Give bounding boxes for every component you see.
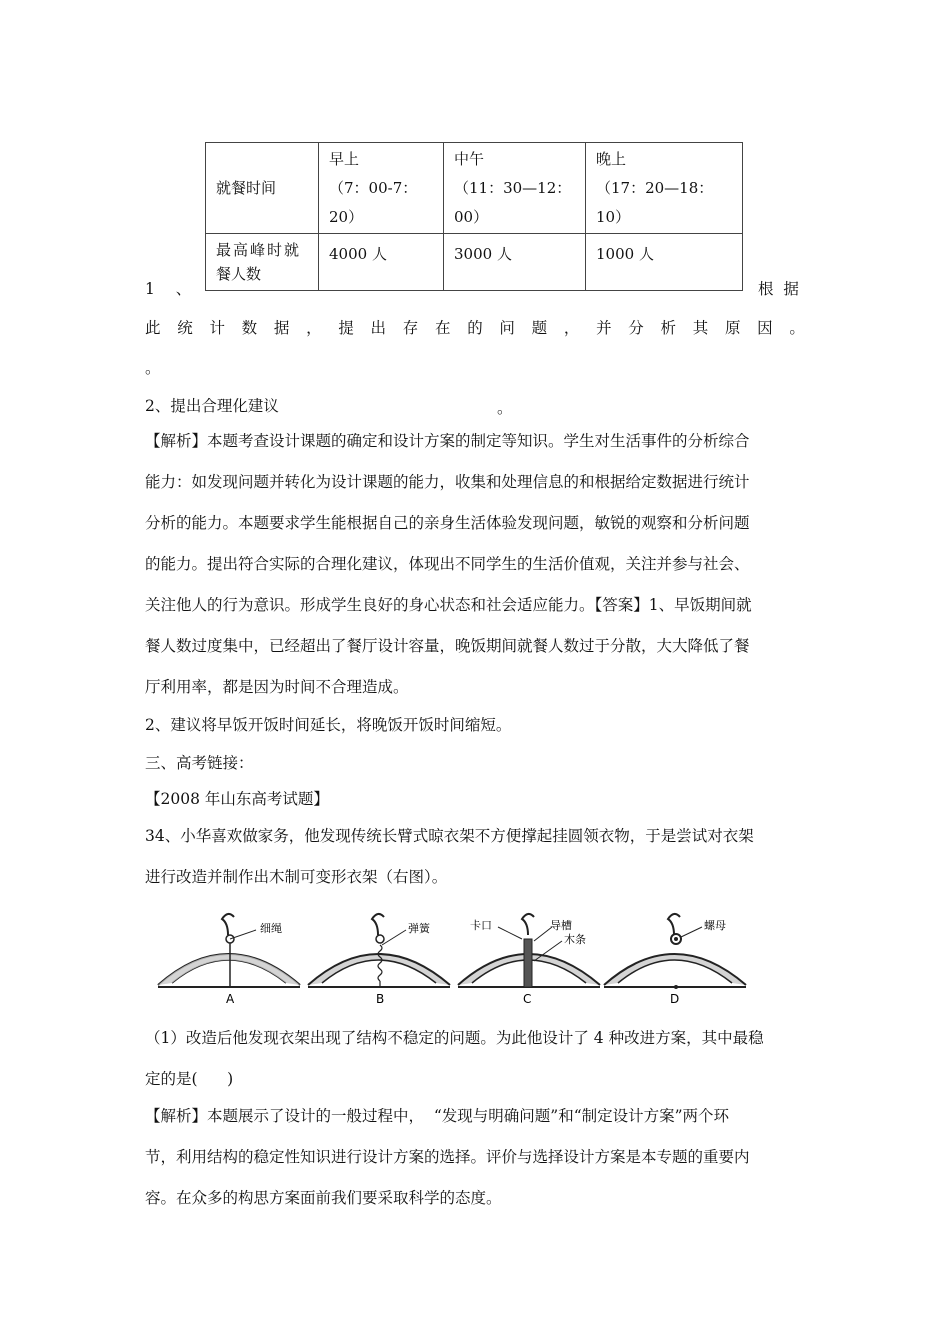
sub1-line: 定的是( ) — [145, 1070, 234, 1088]
q1-line2 — [145, 318, 805, 338]
label-a: A — [226, 992, 235, 1005]
hanger-c — [458, 914, 600, 1005]
hanger-a — [158, 914, 300, 1005]
q1-line2-char: 。 — [789, 319, 805, 337]
analysis2-line: 节，利用结构的稳定性知识进行设计方案的选择。评价与选择设计方案是本专题的重要内 — [145, 1148, 750, 1166]
analysis1-line: 关注他人的行为意识。形成学生良好的身心状态和社会适应能力。【答案】1、早饭期间就 — [145, 596, 752, 614]
annotation-nut: 螺母 — [704, 919, 726, 932]
table-cell-noon: 中午 （11：30—12： 00） — [444, 143, 586, 234]
q1-line2-char: 计 — [209, 319, 225, 337]
table-header-label: 就餐时间 — [206, 143, 319, 234]
label-c: C — [523, 992, 532, 1005]
q34-line: 进行改造并制作出木制可变形衣架（右图）。 — [145, 868, 448, 886]
q1-line2-char: 存 — [402, 319, 419, 337]
analysis1-line: 分析的能力。本题要求学生能根据自己的亲身生活体验发现问题，敏锐的观察和分析问题 — [145, 514, 750, 532]
q1-prefix: 1 、 — [145, 280, 192, 298]
q1-line2-char: 题 — [531, 319, 548, 337]
q1-line2-char: 并 — [596, 319, 612, 337]
q1-line2-char: 原 — [724, 319, 741, 337]
analysis2-line: 容。在众多的构思方案面前我们要采取科学的态度。 — [145, 1189, 502, 1207]
q1-line2-char: 提 — [338, 319, 354, 337]
q1-line2-char: 分 — [628, 319, 644, 337]
q1-line2-char: 的 — [467, 319, 483, 337]
q1-line2-char: 其 — [692, 319, 709, 337]
q1-line2-char: 问 — [499, 319, 515, 337]
annotation-groove: 导槽 — [550, 919, 572, 932]
q34-line: 34、小华喜欢做家务，他发现传统长臂式晾衣架不方便撑起挂圆领衣物，于是尝试对衣架 — [145, 827, 754, 845]
annotation-spring: 弹簧 — [408, 922, 430, 935]
q1-line2-char: 此 — [145, 319, 161, 337]
label-b: B — [376, 992, 385, 1005]
table-row2-label: 最高峰时就 餐人数 — [206, 234, 319, 291]
analysis1-line: 【解析】本题考查设计课题的确定和设计方案的制定等知识。学生对生活事件的分析综合 — [145, 432, 750, 450]
table-count-morning: 4000 人 — [319, 234, 444, 291]
hanger-figure — [150, 905, 750, 1005]
analysis1-line: 的能力。提出符合实际的合理化建议，体现出不同学生的生活价值观，关注并参与社会、 — [145, 555, 750, 573]
q1-line3: 。 — [145, 359, 161, 377]
q1-suffix: 根 据 — [758, 280, 799, 298]
label-d: D — [670, 992, 680, 1005]
q1-line2-char: ， — [306, 319, 322, 337]
answer2: 2、建议将早饭开饭时间延长，将晚饭开饭时间缩短。 — [145, 716, 512, 734]
q2-text: 2、提出合理化建议 — [145, 397, 279, 415]
table-count-noon: 3000 人 — [444, 234, 586, 291]
analysis1-line: 餐人数过度集中，已经超出了餐厅设计容量，晚饭期间就餐人数过于分散，大大降低了餐 — [145, 637, 750, 655]
table-count-evening: 1000 人 — [586, 234, 743, 291]
annotation-stick: 木条 — [564, 933, 586, 946]
q1-line2-char: 在 — [434, 319, 451, 337]
q1-line2-char: 因 — [757, 319, 773, 337]
annotation-clip: 卡口 — [470, 919, 492, 932]
table-cell-evening: 晚上 （17：20—18： 10） — [586, 143, 743, 234]
hanger-b — [308, 914, 450, 1005]
annotation-rope: 细绳 — [260, 922, 282, 935]
q1-line2-char: 据 — [273, 319, 290, 337]
analysis1-line: 能力：如发现问题并转化为设计课题的能力，收集和处理信息的和根据给定数据进行统计 — [145, 473, 750, 491]
hanger-d — [604, 914, 746, 1005]
analysis1-line: 厅利用率，都是因为时间不合理造成。 — [145, 678, 409, 696]
dining-table — [205, 142, 743, 291]
q1-line2-char: 统 — [177, 319, 193, 337]
table-cell-morning: 早上 （7：00-7： 20） — [319, 143, 444, 234]
sub1-line: （1）改造后他发现衣架出现了结构不稳定的问题。为此他设计了 4 种改进方案，其中最稳 — [145, 1029, 764, 1047]
q1-line2-char: 数 — [241, 319, 258, 337]
exam-title: 【2008 年山东高考试题】 — [145, 790, 329, 808]
q2-end: 。 — [497, 399, 513, 417]
q1-line2-char: 析 — [660, 319, 677, 337]
section3-heading: 三、高考链接： — [145, 754, 254, 772]
analysis2-line: 【解析】本题展示了设计的一般过程中， “发现与明确问题”和“制定设计方案”两个环 — [145, 1107, 730, 1125]
q1-line2-char: ， — [563, 319, 580, 337]
q1-line2-char: 出 — [370, 319, 387, 337]
